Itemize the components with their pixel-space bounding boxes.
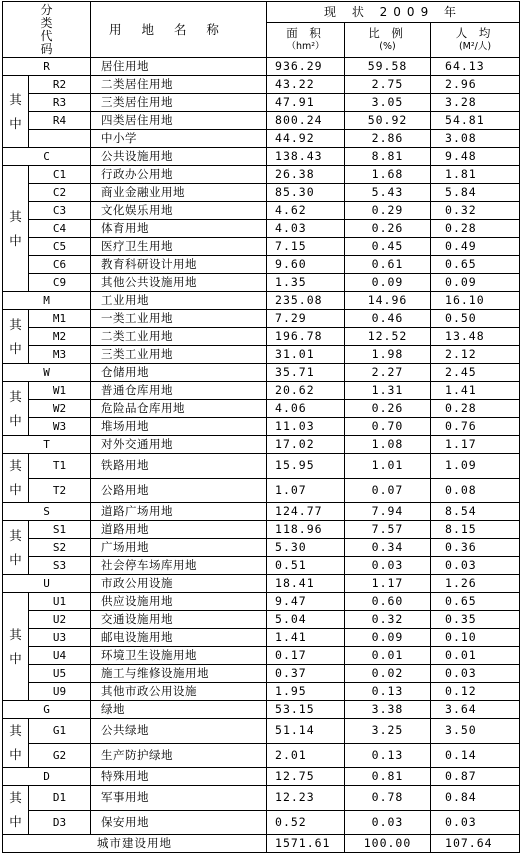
category-row (3, 148, 520, 166)
ratio-cell: 0.29 (345, 202, 431, 220)
per-capita-cell: 0.35 (431, 611, 520, 629)
land-use-name: 工业用地 (91, 292, 267, 310)
land-use-name: 医疗卫生用地 (91, 238, 267, 256)
group-label-char: 其 (9, 527, 22, 543)
ratio-cell: 1.98 (345, 346, 431, 364)
land-use-name: 二类工业用地 (91, 328, 267, 346)
group-label-cell (3, 719, 29, 768)
land-use-name: 居住用地 (91, 58, 267, 76)
land-use-name: 体育用地 (91, 220, 267, 238)
per-capita-cell: 0.36 (431, 539, 520, 557)
category-code: G (3, 701, 91, 719)
header-ratio (345, 23, 431, 58)
ratio-cell: 7.94 (345, 503, 431, 521)
subcategory-code: C6 (29, 256, 91, 274)
area-cell: 0.17 (267, 647, 345, 665)
subcategory-code: D1 (29, 786, 91, 811)
per-capita-cell: 0.08 (431, 478, 520, 503)
area-cell: 7.15 (267, 238, 345, 256)
area-cell: 124.77 (267, 503, 345, 521)
header-ratio-label: 比 例 (368, 26, 407, 40)
area-cell: 51.14 (267, 719, 345, 744)
group-label-char: 中 (9, 115, 22, 131)
ratio-cell: 0.70 (345, 418, 431, 436)
land-use-name: 社会停车场库用地 (91, 557, 267, 575)
ratio-cell: 0.03 (345, 810, 431, 835)
group-label-char: 其 (9, 316, 22, 332)
category-row (3, 768, 520, 786)
per-capita-cell: 5.84 (431, 184, 520, 202)
land-use-name: 行政办公用地 (91, 166, 267, 184)
area-cell: 11.03 (267, 418, 345, 436)
ratio-cell: 12.52 (345, 328, 431, 346)
land-use-name: 堆场用地 (91, 418, 267, 436)
ratio-cell: 0.78 (345, 786, 431, 811)
header-code (3, 2, 91, 58)
per-capita-cell: 3.28 (431, 94, 520, 112)
land-use-table (2, 1, 520, 853)
area-cell: 47.91 (267, 94, 345, 112)
category-code: R (3, 58, 91, 76)
group-label-char: 中 (9, 232, 22, 248)
per-capita-cell: 0.10 (431, 629, 520, 647)
ratio-cell: 0.09 (345, 629, 431, 647)
category-code: D (3, 768, 91, 786)
category-code: C (3, 148, 91, 166)
ratio-cell: 7.57 (345, 521, 431, 539)
area-cell: 9.47 (267, 593, 345, 611)
group-label-char: 其 (9, 91, 22, 107)
per-capita-cell: 0.28 (431, 400, 520, 418)
subcategory-row (3, 478, 520, 503)
land-use-name: 公共设施用地 (91, 148, 267, 166)
ratio-cell: 3.05 (345, 94, 431, 112)
land-use-name: 道路用地 (91, 521, 267, 539)
per-capita-cell: 0.32 (431, 202, 520, 220)
subcategory-row (3, 238, 520, 256)
header-area (267, 23, 345, 58)
ratio-cell: 8.81 (345, 148, 431, 166)
ratio-cell: 1.08 (345, 436, 431, 454)
area-cell: 9.60 (267, 256, 345, 274)
category-code: S (3, 503, 91, 521)
land-use-name: 公路用地 (91, 478, 267, 503)
area-cell: 12.23 (267, 786, 345, 811)
land-use-name: 普通仓库用地 (91, 382, 267, 400)
per-capita-cell: 0.12 (431, 683, 520, 701)
group-label-char: 其 (9, 790, 22, 805)
header-name: 用 地 名 称 (91, 2, 267, 58)
per-capita-cell: 0.76 (431, 418, 520, 436)
per-capita-cell: 9.48 (431, 148, 520, 166)
per-capita-cell: 1.17 (431, 436, 520, 454)
ratio-cell: 0.45 (345, 238, 431, 256)
subcategory-code: G1 (29, 719, 91, 744)
subcategory-row (3, 810, 520, 835)
land-use-name: 文化娱乐用地 (91, 202, 267, 220)
ratio-cell: 0.60 (345, 593, 431, 611)
subcategory-code: W3 (29, 418, 91, 436)
subcategory-row (3, 94, 520, 112)
ratio-cell: 0.13 (345, 743, 431, 768)
area-cell: 235.08 (267, 292, 345, 310)
per-capita-cell: 0.65 (431, 256, 520, 274)
land-use-name: 仓储用地 (91, 364, 267, 382)
header-ratio-unit: (%) (379, 41, 396, 52)
per-capita-cell: 3.64 (431, 701, 520, 719)
per-capita-cell: 1.81 (431, 166, 520, 184)
subcategory-row (3, 557, 520, 575)
per-capita-cell: 16.10 (431, 292, 520, 310)
ratio-cell: 0.07 (345, 478, 431, 503)
per-capita-cell: 2.12 (431, 346, 520, 364)
subcategory-code (29, 130, 91, 148)
group-label-char: 中 (9, 747, 22, 762)
subcategory-code: U5 (29, 665, 91, 683)
subcategory-code: U4 (29, 647, 91, 665)
per-capita-cell: 0.01 (431, 647, 520, 665)
ratio-cell: 0.01 (345, 647, 431, 665)
subcategory-code: U3 (29, 629, 91, 647)
subcategory-code: G2 (29, 743, 91, 768)
group-label-cell (3, 76, 29, 148)
per-capita-cell: 3.08 (431, 130, 520, 148)
group-label-char: 其 (9, 388, 22, 404)
area-cell: 4.06 (267, 400, 345, 418)
area-cell: 44.92 (267, 130, 345, 148)
subcategory-row (3, 184, 520, 202)
subcategory-row (3, 786, 520, 811)
header-per-capita (431, 23, 520, 58)
subcategory-row (3, 310, 520, 328)
subcategory-code: T2 (29, 478, 91, 503)
area-cell: 118.96 (267, 521, 345, 539)
land-use-name: 商业金融业用地 (91, 184, 267, 202)
land-use-name: 邮电设施用地 (91, 629, 267, 647)
category-code: W (3, 364, 91, 382)
per-capita-cell: 0.49 (431, 238, 520, 256)
ratio-cell: 5.43 (345, 184, 431, 202)
area-cell: 12.75 (267, 768, 345, 786)
subcategory-row (3, 418, 520, 436)
per-capita-cell: 13.48 (431, 328, 520, 346)
area-cell: 53.15 (267, 701, 345, 719)
ratio-cell: 0.26 (345, 220, 431, 238)
category-row (3, 701, 520, 719)
subcategory-row (3, 274, 520, 292)
ratio-cell: 3.38 (345, 701, 431, 719)
subcategory-row (3, 611, 520, 629)
ratio-cell: 0.26 (345, 400, 431, 418)
per-capita-cell: 0.84 (431, 786, 520, 811)
land-use-name: 道路广场用地 (91, 503, 267, 521)
land-use-name: 军事用地 (91, 786, 267, 811)
per-capita-cell: 3.50 (431, 719, 520, 744)
subcategory-row (3, 719, 520, 744)
land-use-name: 施工与维修设施用地 (91, 665, 267, 683)
land-use-name: 绿地 (91, 701, 267, 719)
category-row (3, 292, 520, 310)
subcategory-row (3, 521, 520, 539)
group-label-cell (3, 454, 29, 503)
subcategory-row (3, 346, 520, 364)
ratio-cell: 14.96 (345, 292, 431, 310)
group-label-char: 其 (9, 626, 22, 642)
ratio-cell: 1.68 (345, 166, 431, 184)
land-use-name: 广场用地 (91, 539, 267, 557)
land-use-name: 危险品仓库用地 (91, 400, 267, 418)
subcategory-row (3, 647, 520, 665)
subcategory-row (3, 665, 520, 683)
group-label-char: 中 (9, 551, 22, 567)
subcategory-code: M2 (29, 328, 91, 346)
subcategory-code: T1 (29, 454, 91, 479)
per-capita-cell: 0.03 (431, 810, 520, 835)
land-use-name: 其他市政公用设施 (91, 683, 267, 701)
subcategory-row (3, 539, 520, 557)
per-capita-cell: 8.15 (431, 521, 520, 539)
subcategory-row (3, 112, 520, 130)
ratio-cell: 50.92 (345, 112, 431, 130)
per-capita-cell: 1.41 (431, 382, 520, 400)
area-cell: 936.29 (267, 58, 345, 76)
per-capita-cell: 0.03 (431, 557, 520, 575)
per-capita-cell: 0.28 (431, 220, 520, 238)
area-cell: 0.37 (267, 665, 345, 683)
subcategory-code: C1 (29, 166, 91, 184)
area-cell: 17.02 (267, 436, 345, 454)
per-capita-cell: 0.87 (431, 768, 520, 786)
subcategory-row (3, 593, 520, 611)
group-label-char: 其 (9, 458, 22, 473)
land-use-name: 三类工业用地 (91, 346, 267, 364)
header-status-year: 现 状 2009 年 (267, 2, 520, 23)
area-cell: 5.04 (267, 611, 345, 629)
area-cell: 26.38 (267, 166, 345, 184)
area-cell: 31.01 (267, 346, 345, 364)
land-use-name: 其他公共设施用地 (91, 274, 267, 292)
area-cell: 800.24 (267, 112, 345, 130)
total-area: 1571.61 (267, 835, 345, 853)
area-cell: 35.71 (267, 364, 345, 382)
subcategory-code: R4 (29, 112, 91, 130)
ratio-cell: 0.46 (345, 310, 431, 328)
per-capita-cell: 1.09 (431, 454, 520, 479)
subcategory-row (3, 220, 520, 238)
per-capita-cell: 0.09 (431, 274, 520, 292)
area-cell: 1.07 (267, 478, 345, 503)
land-use-name: 保安用地 (91, 810, 267, 835)
header-row-top (3, 2, 520, 23)
ratio-cell: 0.09 (345, 274, 431, 292)
ratio-cell: 59.58 (345, 58, 431, 76)
ratio-cell: 0.02 (345, 665, 431, 683)
subcategory-code: S3 (29, 557, 91, 575)
subcategory-code: C3 (29, 202, 91, 220)
per-capita-cell: 8.54 (431, 503, 520, 521)
land-use-name: 特殊用地 (91, 768, 267, 786)
area-cell: 4.03 (267, 220, 345, 238)
area-cell: 18.41 (267, 575, 345, 593)
total-ratio: 100.00 (345, 835, 431, 853)
group-label-char: 中 (9, 412, 22, 428)
land-use-name: 交通设施用地 (91, 611, 267, 629)
per-capita-cell: 1.26 (431, 575, 520, 593)
land-use-name: 中小学 (91, 130, 267, 148)
group-label-char: 中 (9, 340, 22, 356)
subcategory-row (3, 400, 520, 418)
per-capita-cell: 54.81 (431, 112, 520, 130)
ratio-cell: 0.13 (345, 683, 431, 701)
area-cell: 0.51 (267, 557, 345, 575)
subcategory-code: U9 (29, 683, 91, 701)
per-capita-cell: 64.13 (431, 58, 520, 76)
per-capita-cell: 0.65 (431, 593, 520, 611)
ratio-cell: 0.81 (345, 768, 431, 786)
land-use-name: 二类居住用地 (91, 76, 267, 94)
subcategory-code: S1 (29, 521, 91, 539)
per-capita-cell: 0.03 (431, 665, 520, 683)
category-row (3, 364, 520, 382)
group-label-cell (3, 593, 29, 701)
total-per-capita: 107.64 (431, 835, 520, 853)
subcategory-code: M1 (29, 310, 91, 328)
land-use-name: 供应设施用地 (91, 593, 267, 611)
area-cell: 7.29 (267, 310, 345, 328)
per-capita-cell: 2.96 (431, 76, 520, 94)
group-label-char: 其 (9, 723, 22, 738)
area-cell: 20.62 (267, 382, 345, 400)
area-cell: 4.62 (267, 202, 345, 220)
group-label-cell (3, 166, 29, 292)
area-cell: 1.35 (267, 274, 345, 292)
ratio-cell: 2.86 (345, 130, 431, 148)
ratio-cell: 0.34 (345, 539, 431, 557)
group-label-char: 其 (9, 208, 22, 224)
subcategory-row (3, 328, 520, 346)
subcategory-code: D3 (29, 810, 91, 835)
subcategory-row (3, 629, 520, 647)
subcategory-code: M3 (29, 346, 91, 364)
ratio-cell: 1.17 (345, 575, 431, 593)
per-capita-cell: 0.14 (431, 743, 520, 768)
area-cell: 5.30 (267, 539, 345, 557)
land-use-name: 三类居住用地 (91, 94, 267, 112)
land-use-name: 一类工业用地 (91, 310, 267, 328)
ratio-cell: 2.75 (345, 76, 431, 94)
category-code: T (3, 436, 91, 454)
area-cell: 15.95 (267, 454, 345, 479)
group-label-char: 中 (9, 650, 22, 666)
group-label-cell (3, 310, 29, 364)
category-row (3, 436, 520, 454)
subcategory-row (3, 683, 520, 701)
category-code: U (3, 575, 91, 593)
land-use-name: 公共绿地 (91, 719, 267, 744)
group-label-cell (3, 521, 29, 575)
area-cell: 196.78 (267, 328, 345, 346)
group-label-char: 中 (9, 482, 22, 497)
table-body (3, 2, 520, 853)
total-label: 城市建设用地 (3, 835, 267, 853)
ratio-cell: 3.25 (345, 719, 431, 744)
header-percap-unit: (M²/人) (458, 41, 492, 52)
ratio-cell: 0.03 (345, 557, 431, 575)
subcategory-code: W2 (29, 400, 91, 418)
ratio-cell: 1.01 (345, 454, 431, 479)
area-cell: 2.01 (267, 743, 345, 768)
subcategory-row (3, 743, 520, 768)
header-area-label: 面 积 (286, 26, 325, 40)
land-use-name: 市政公用设施 (91, 575, 267, 593)
subcategory-row (3, 382, 520, 400)
category-row (3, 503, 520, 521)
subcategory-code: U1 (29, 593, 91, 611)
category-row (3, 575, 520, 593)
subcategory-code: C5 (29, 238, 91, 256)
subcategory-code: R3 (29, 94, 91, 112)
area-cell: 1.41 (267, 629, 345, 647)
subcategory-row (3, 256, 520, 274)
subcategory-code: W1 (29, 382, 91, 400)
header-code-label: 分 类 代 码 (40, 2, 53, 56)
group-label-cell (3, 382, 29, 436)
ratio-cell: 0.32 (345, 611, 431, 629)
subcategory-row (3, 454, 520, 479)
subcategory-code: C9 (29, 274, 91, 292)
area-cell: 43.22 (267, 76, 345, 94)
land-use-name: 对外交通用地 (91, 436, 267, 454)
group-label-cell (3, 786, 29, 835)
area-cell: 0.52 (267, 810, 345, 835)
header-percap-label: 人 均 (455, 26, 495, 40)
subcategory-code: C2 (29, 184, 91, 202)
area-cell: 1.95 (267, 683, 345, 701)
ratio-cell: 0.61 (345, 256, 431, 274)
ratio-cell: 1.31 (345, 382, 431, 400)
land-use-name: 环境卫生设施用地 (91, 647, 267, 665)
total-row (3, 835, 520, 853)
land-use-name: 教育科研设计用地 (91, 256, 267, 274)
land-use-name: 四类居住用地 (91, 112, 267, 130)
land-use-name: 生产防护绿地 (91, 743, 267, 768)
category-code: M (3, 292, 91, 310)
category-row (3, 58, 520, 76)
header-area-unit: （hm²） (286, 41, 325, 52)
subcategory-code: U2 (29, 611, 91, 629)
subcategory-row (3, 166, 520, 184)
ratio-cell: 2.27 (345, 364, 431, 382)
area-cell: 85.30 (267, 184, 345, 202)
land-use-name: 铁路用地 (91, 454, 267, 479)
subcategory-row (3, 76, 520, 94)
subcategory-code: S2 (29, 539, 91, 557)
subcategory-row (3, 202, 520, 220)
area-cell: 138.43 (267, 148, 345, 166)
per-capita-cell: 0.50 (431, 310, 520, 328)
subcategory-row (3, 130, 520, 148)
group-label-char: 中 (9, 814, 22, 829)
per-capita-cell: 2.45 (431, 364, 520, 382)
subcategory-code: C4 (29, 220, 91, 238)
subcategory-code: R2 (29, 76, 91, 94)
